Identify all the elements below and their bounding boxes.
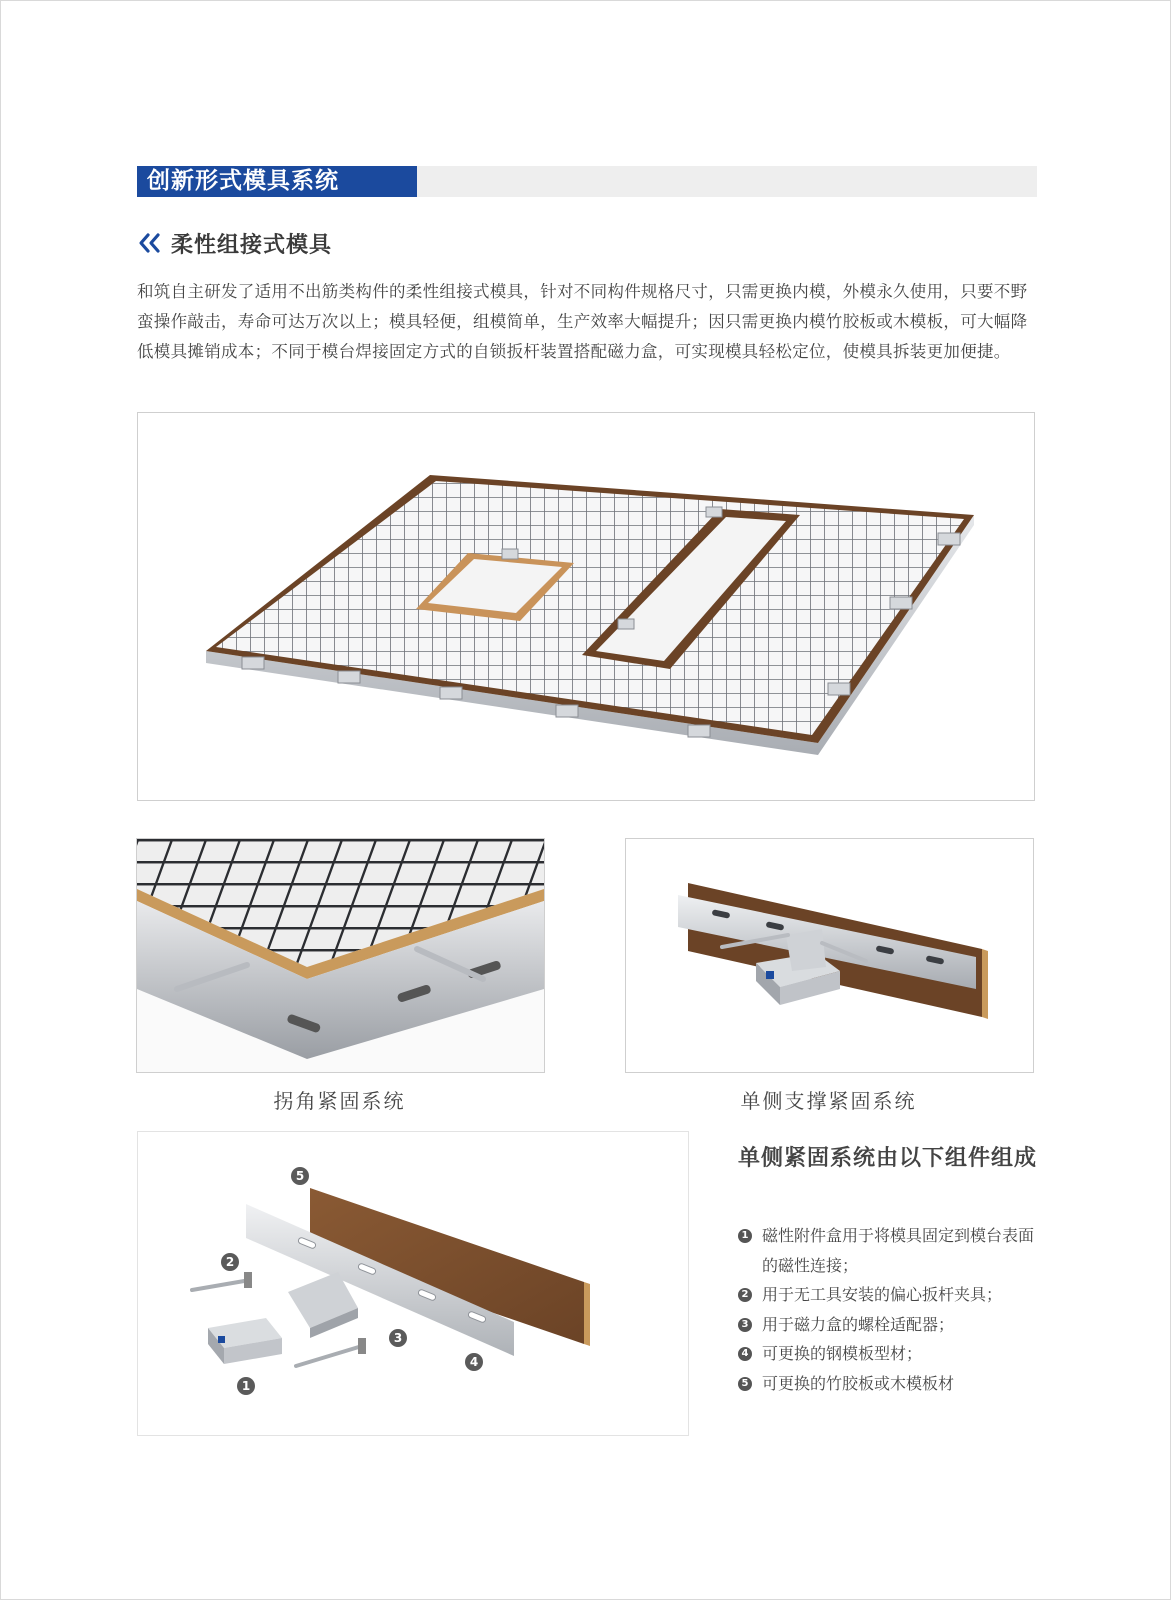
single-side-fastening-image xyxy=(625,838,1034,1073)
components-title: 单侧紧固系统由以下组件组成 xyxy=(738,1146,1038,1171)
section-header xyxy=(137,166,1037,197)
components-list xyxy=(738,1221,1048,1398)
list-item: 4 可更换的钢模板型材； xyxy=(738,1339,1048,1369)
list-number-badge: 4 xyxy=(738,1347,752,1361)
list-number-badge: 5 xyxy=(738,1377,752,1391)
list-item: 5 可更换的竹胶板或木模板材 xyxy=(738,1369,1048,1399)
callout-5: 5 xyxy=(295,1169,305,1183)
subsection-heading xyxy=(137,226,332,260)
list-number-badge: 2 xyxy=(738,1288,752,1302)
section-title: 创新形式模具系统 xyxy=(137,166,417,197)
subsection-title: 柔性组接式模具 xyxy=(171,232,333,258)
callout-3: 3 xyxy=(393,1331,403,1345)
mold-overview-image xyxy=(137,412,1035,801)
list-item: 2 用于无工具安装的偏心扳杆夹具； xyxy=(738,1280,1048,1310)
callout-4: 4 xyxy=(469,1355,479,1369)
list-item: 1 磁性附件盒用于将模具固定到模台表面的磁性连接； xyxy=(738,1221,1048,1280)
intro-paragraph: 和筑自主研发了适用不出筋类构件的柔性组接式模具，针对不同构件规格尺寸，只需更换内模，外模永久使用，只要不野蛮操作敲击，寿命可达万次以上；模具轻便，组模简单，生产效率大幅提升；因只需更换内模竹胶板或木模板，可大幅降低模具摊销成本；不同于模台焊接固定方式的自锁扳杆装置搭配磁力盒，可实现模具轻松定位，使模具拆装更加便捷。 xyxy=(137,282,1028,361)
corner-fastening-caption: 拐角紧固系统 xyxy=(273,1089,406,1113)
callout-2: 2 xyxy=(225,1255,235,1269)
list-item: 3 用于磁力盒的螺栓适配器； xyxy=(738,1310,1048,1340)
callout-1: 1 xyxy=(241,1379,251,1393)
single-side-fastening-caption: 单侧支撑紧固系统 xyxy=(740,1089,917,1113)
corner-fastening-image xyxy=(136,838,545,1073)
list-number-badge: 3 xyxy=(738,1318,752,1332)
list-number-badge: 1 xyxy=(738,1229,752,1243)
double-chevron-left-icon xyxy=(137,231,163,255)
components-exploded-image xyxy=(137,1131,689,1436)
